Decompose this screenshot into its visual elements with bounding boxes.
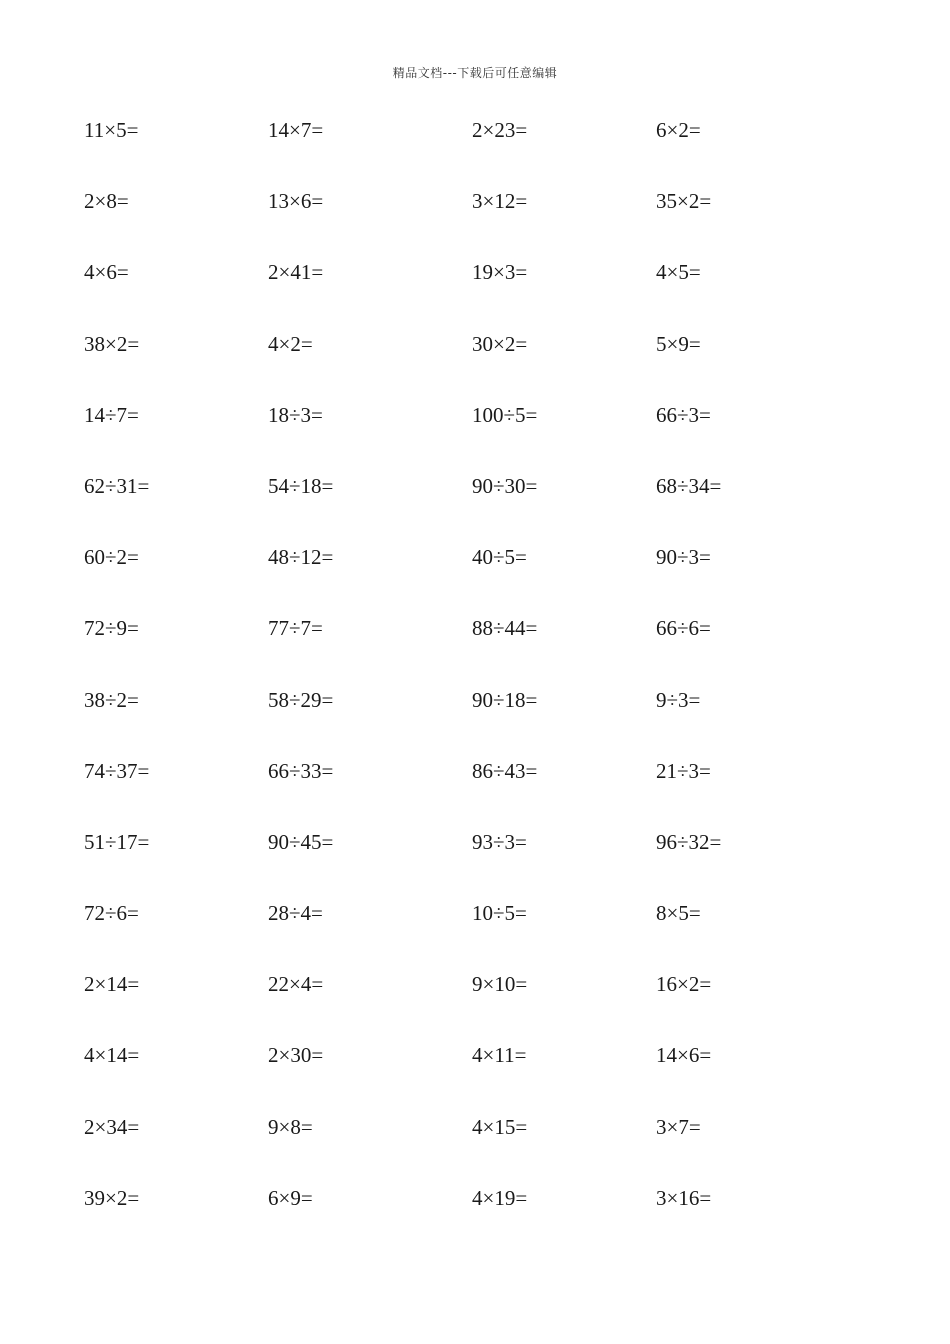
math-problem: 68÷34=: [656, 473, 722, 498]
math-problem: 38÷2=: [84, 687, 139, 712]
math-problem: 40÷5=: [472, 545, 527, 570]
problem-row: [84, 466, 904, 537]
math-problem: 11×5=: [84, 118, 139, 142]
math-problem: 14×6=: [656, 1043, 712, 1068]
math-problem: 62÷31=: [84, 473, 150, 498]
math-problem: 9×8=: [268, 1114, 313, 1139]
math-problem: 2×8=: [84, 189, 129, 214]
math-problem: 10÷5=: [472, 901, 527, 926]
math-problem: 30×2=: [472, 331, 528, 356]
problem-row: [84, 1035, 904, 1106]
math-problem: 3×7=: [656, 1114, 701, 1139]
math-problem: 6×2=: [656, 118, 701, 142]
math-problem: 35×2=: [656, 189, 712, 214]
math-problem: 90÷3=: [656, 545, 711, 570]
math-problem: 2×30=: [268, 1043, 324, 1068]
math-problem: 4×14=: [84, 1043, 140, 1068]
math-problem: 60÷2=: [84, 545, 139, 570]
math-problem: 72÷9=: [84, 616, 139, 641]
math-problem: 4×5=: [656, 260, 701, 285]
math-problem: 16×2=: [656, 972, 712, 997]
math-problem: 3×16=: [656, 1185, 712, 1210]
math-problem: 66÷6=: [656, 616, 711, 641]
math-problem: 4×15=: [472, 1114, 528, 1139]
problem-row: [84, 608, 904, 679]
problem-row: [84, 1107, 904, 1178]
math-problem: 100÷5=: [472, 402, 538, 427]
math-problem: 90÷18=: [472, 687, 538, 712]
math-problem: 2×14=: [84, 972, 140, 997]
math-problem: 14÷7=: [84, 402, 139, 427]
problem-row: [84, 537, 904, 608]
math-problem: 4×19=: [472, 1185, 528, 1210]
problem-row: [84, 395, 904, 466]
math-problem: 66÷3=: [656, 402, 711, 427]
problem-row: [84, 252, 904, 323]
math-problem: 9÷3=: [656, 687, 701, 712]
math-problem: 66÷33=: [268, 758, 334, 783]
math-problem: 4×2=: [268, 331, 313, 356]
problem-row: [84, 964, 904, 1035]
math-problem: 4×11=: [472, 1043, 527, 1068]
math-problem: 13×6=: [268, 189, 324, 214]
problem-row: [84, 324, 904, 395]
math-problem: 38×2=: [84, 331, 140, 356]
math-problem: 4×6=: [84, 260, 129, 285]
math-problem: 2×23=: [472, 118, 528, 142]
math-problem: 22×4=: [268, 972, 324, 997]
problem-row: [84, 181, 904, 252]
math-problem: 3×12=: [472, 189, 528, 214]
math-problem: 19×3=: [472, 260, 528, 285]
math-problem: 90÷45=: [268, 829, 334, 854]
math-problem: 9×10=: [472, 972, 528, 997]
math-problem: 51÷17=: [84, 829, 150, 854]
math-problem: 48÷12=: [268, 545, 334, 570]
problem-row: [84, 751, 904, 822]
problem-row: [84, 680, 904, 751]
math-problem: 77÷7=: [268, 616, 323, 641]
math-problem: 5×9=: [656, 331, 701, 356]
math-problem: 39×2=: [84, 1185, 140, 1210]
math-problem: 93÷3=: [472, 829, 527, 854]
math-problem: 2×41=: [268, 260, 324, 285]
page-header: 精品文档---下载后可任意编辑: [392, 66, 558, 80]
math-problem: 54÷18=: [268, 473, 334, 498]
math-problem: 74÷37=: [84, 758, 150, 783]
math-problem: 86÷43=: [472, 758, 538, 783]
problem-row: [84, 1178, 904, 1249]
problem-grid: [84, 110, 904, 1249]
math-problem: 6×9=: [268, 1185, 313, 1210]
math-problem: 8×5=: [656, 901, 701, 926]
math-problem: 2×34=: [84, 1114, 140, 1139]
math-problem: 96÷32=: [656, 829, 722, 854]
problem-row: [84, 893, 904, 964]
math-problem: 88÷44=: [472, 616, 538, 641]
problem-row: [84, 822, 904, 893]
math-problem: 90÷30=: [472, 473, 538, 498]
math-problem: 18÷3=: [268, 402, 323, 427]
math-problem: 14×7=: [268, 118, 324, 142]
math-problem: 28÷4=: [268, 901, 323, 926]
math-problem: 72÷6=: [84, 901, 139, 926]
math-problem: 58÷29=: [268, 687, 334, 712]
math-problem: 21÷3=: [656, 758, 711, 783]
problem-row: [84, 110, 904, 181]
